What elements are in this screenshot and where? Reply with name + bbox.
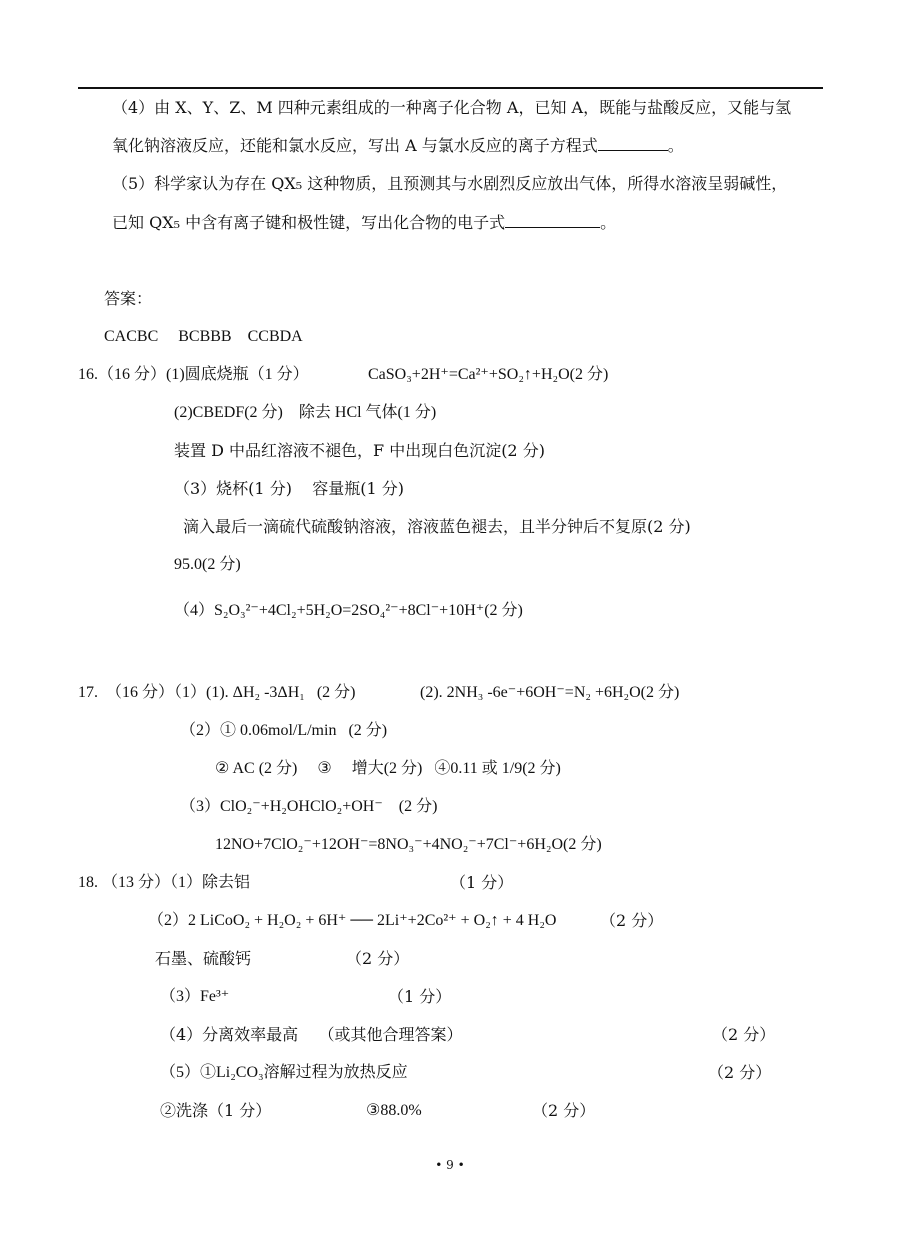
question-4-text: 氧化钠溶液反应，还能和氯水反应，写出 A 与氯水反应的离子方程式: [112, 136, 598, 155]
q16-line-1-label: 16.（16 分）(1)圆底烧瓶（1 分）: [78, 366, 309, 383]
q17-line-5: 12NO+7ClO₂⁻+12OH⁻=8NO₃⁻+4NO₂⁻+7Cl⁻+6H₂O(2 分): [215, 836, 602, 853]
q17-line-1-equation: (2). 2NH₃ -6e⁻+6OH⁻=N₂ +6H₂O(2 分): [420, 684, 680, 701]
q16-line-4: （3）烧杯(1 分) 容量瓶(1 分): [174, 479, 405, 498]
q18-line-2-equation: （2）2 LiCoO₂ + H₂O₂ + 6H⁺ ── 2Li⁺+2Co²⁺ + O₂↑ + 4 H₂O: [148, 912, 557, 929]
q18-line-4: （3）Fe³⁺: [160, 988, 230, 1005]
answers-label: 答案：: [104, 289, 153, 308]
q18-line-5: （4）分离效率最高 （或其他合理答案）: [160, 1025, 463, 1044]
q18-line-6: （5）①Li₂CO₃溶解过程为放热反应: [160, 1064, 408, 1081]
q18-line-7-score: （2 分）: [532, 1101, 596, 1120]
q18-line-5-score: （2 分）: [712, 1025, 776, 1044]
multiple-choice-answers: CACBC BCBBB CCBDA: [104, 328, 303, 345]
question-5-end: 。: [600, 213, 617, 232]
q17-line-3: ② AC (2 分) ③ 增大(2 分) ④0.11 或 1/9(2 分): [215, 760, 561, 777]
q18-line-7-wash: ②洗涤（1 分）: [160, 1101, 272, 1120]
page-number: • 9 •: [435, 1158, 465, 1172]
header-rule: [78, 87, 823, 89]
q18-line-3-score: （2 分）: [346, 949, 410, 968]
q18-line-2-score: （2 分）: [600, 911, 664, 930]
q18-line-4-score: （1 分）: [388, 987, 452, 1006]
q16-line-1-equation: CaSO₃+2H⁺=Ca²⁺+SO₂↑+H₂O(2 分): [368, 366, 609, 383]
q16-line-3: 装置 D 中品红溶液不褪色，F 中出现白色沉淀(2 分): [174, 441, 545, 460]
q17-line-2: （2）① 0.06mol/L/min (2 分): [180, 722, 388, 739]
q17-line-1-label: 17. （16 分）（1）(1). ΔH₂ -3ΔH₁ (2 分): [78, 684, 356, 701]
question-4-end: 。: [667, 136, 684, 155]
q18-line-1-score: （1 分）: [450, 873, 514, 892]
answer-blank-4[interactable]: [598, 135, 668, 151]
q18-line-3: 石墨、硫酸钙: [155, 949, 252, 968]
answer-blank-5[interactable]: [505, 212, 600, 228]
q18-line-7-yield: ③88.0%: [366, 1102, 422, 1119]
question-5-line-1: （5）科学家认为存在 QX₅ 这种物质，且预测其与水剧烈反应放出气体，所得水溶液呈弱碱性，: [112, 174, 788, 193]
question-5-text: 已知 QX₅ 中含有离子键和极性键，写出化合物的电子式: [112, 213, 506, 232]
q16-line-2: (2)CBEDF(2 分) 除去 HCl 气体(1 分): [174, 404, 437, 421]
q16-line-6: 95.0(2 分): [174, 556, 241, 573]
question-4-line-2: [112, 135, 684, 157]
q18-line-1: 18. （13 分）（1）除去铝: [78, 874, 251, 891]
q18-line-6-score: （2 分）: [708, 1063, 772, 1082]
q16-line-5: 滴入最后一滴硫代硫酸钠溶液，溶液蓝色褪去，且半分钟后不复原(2 分): [183, 517, 691, 536]
q16-line-7: （4）S₂O₃²⁻+4Cl₂+5H₂O=2SO₄²⁻+8Cl⁻+10H⁺(2 分): [174, 602, 523, 619]
q17-line-4: （3）ClO₂⁻+H₂OHClO₂+OH⁻ (2 分): [180, 798, 438, 815]
question-4-line-1: （4）由 X、Y、Z、M 四种元素组成的一种离子化合物 A，已知 A，既能与盐酸反应，又能与氢: [112, 98, 792, 117]
question-5-line-2: [112, 212, 616, 234]
